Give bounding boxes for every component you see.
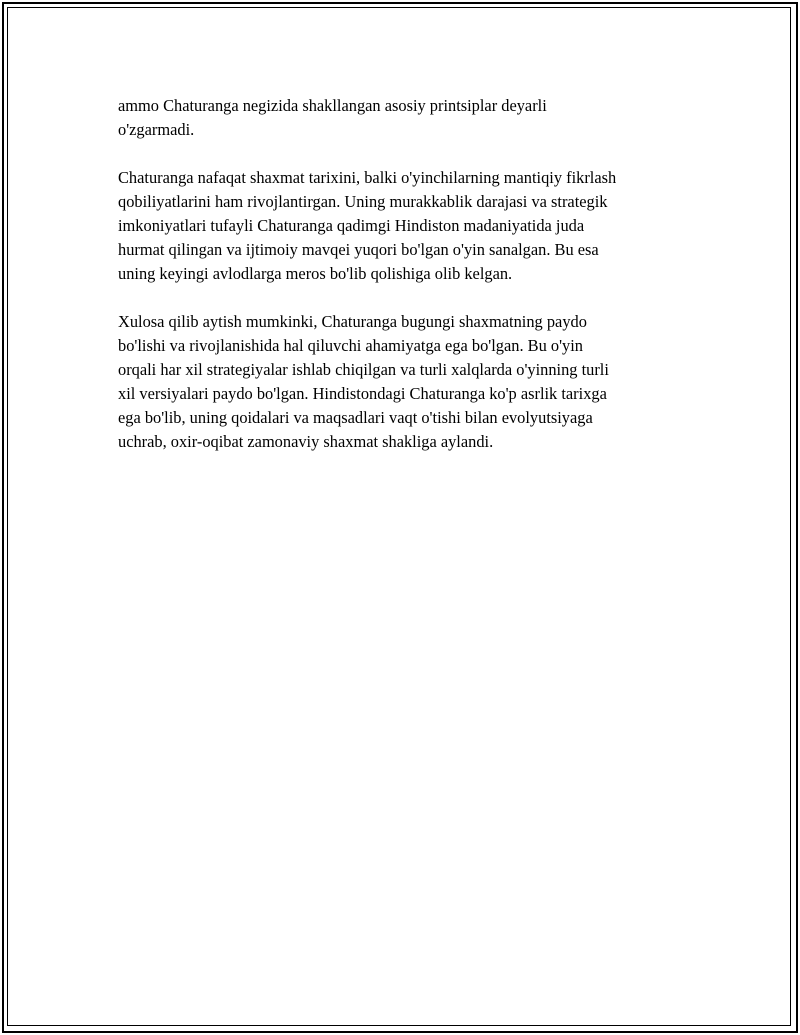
paragraph-2 (118, 166, 688, 286)
text-line: hurmat qilingan va ijtimoiy mavqei yuqori bo'lgan o'yin sanalgan. Bu esa (118, 240, 599, 259)
text-line: orqali har xil strategiyalar ishlab chiqilgan va turli xalqlarda o'yinning turli (118, 360, 609, 379)
text-line: Chaturanga nafaqat shaxmat tarixini, balki o'yinchilarning mantiqiy fikrlash (118, 168, 617, 187)
text-line: ammo Chaturanga negizida shakllangan asosiy printsiplar deyarli (118, 96, 547, 115)
paragraph-1 (118, 94, 688, 142)
text-line: bo'lishi va rivojlanishida hal qiluvchi ahamiyatga ega bo'lgan. Bu o'yin (118, 336, 583, 355)
text-line: xil versiyalari paydo bo'lgan. Hindistondagi Chaturanga ko'p asrlik tarixga (118, 384, 607, 403)
paragraph-3 (118, 310, 688, 454)
text-line: Xulosa qilib aytish mumkinki, Chaturanga bugungi shaxmatning paydo (118, 312, 587, 331)
text-line: uning keyingi avlodlarga meros bo'lib qolishiga olib kelgan. (118, 264, 513, 283)
text-line: uchrab, oxir-oqibat zamonaviy shaxmat shakliga aylandi. (118, 432, 494, 451)
text-line: qobiliyatlarini ham rivojlantirgan. Uning murakkablik darajasi va strategik (118, 192, 608, 211)
text-line: ega bo'lib, uning qoidalari va maqsadlari vaqt o'tishi bilan evolyutsiyaga (118, 408, 593, 427)
text-line: imkoniyatlari tufayli Chaturanga qadimgi Hindiston madaniyatida juda (118, 216, 585, 235)
document-body (118, 94, 688, 478)
text-line: o'zgarmadi. (118, 120, 195, 139)
